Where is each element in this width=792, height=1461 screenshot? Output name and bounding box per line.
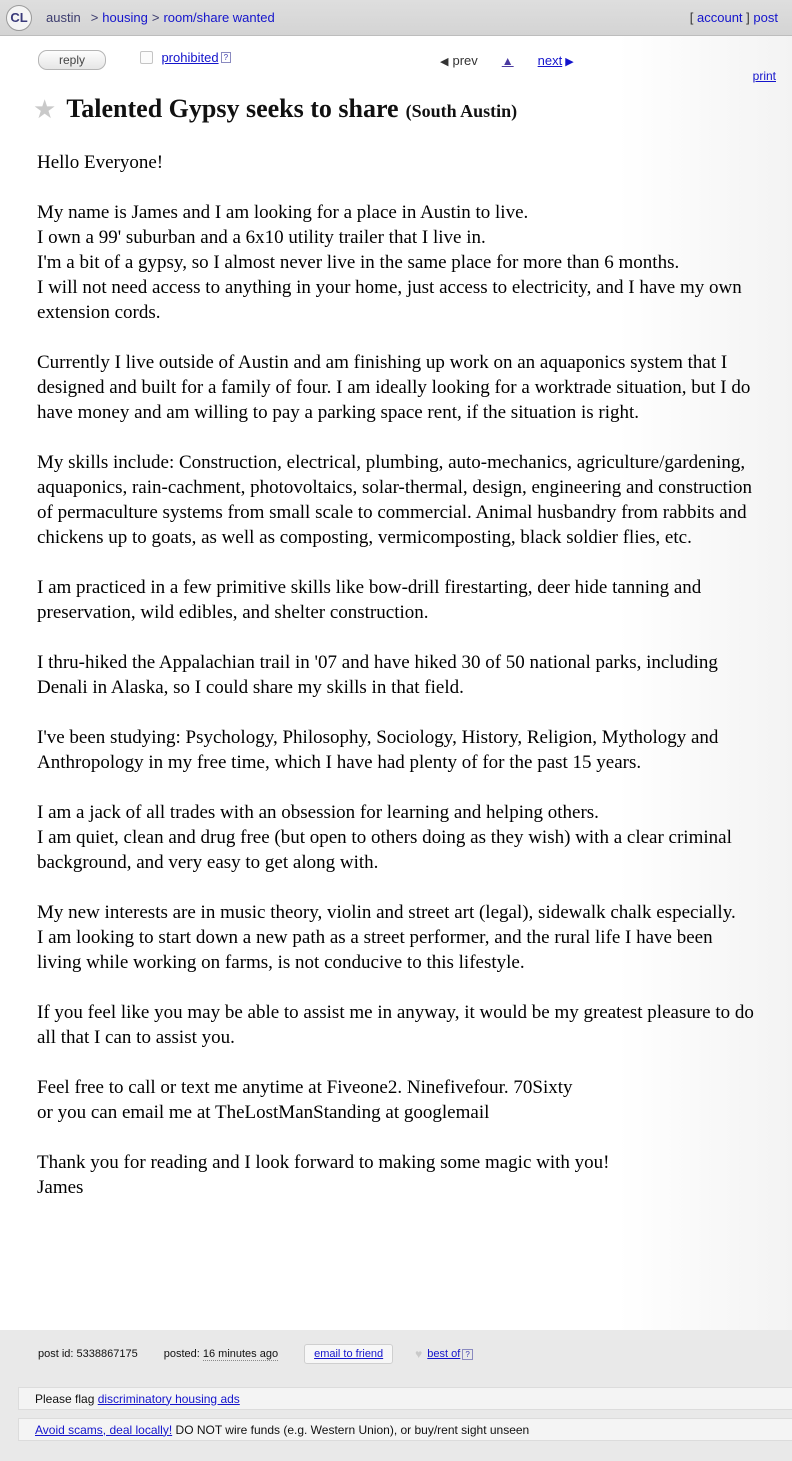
prev-button[interactable] [440, 53, 478, 68]
post-paragraph: Hello Everyone! [37, 152, 164, 173]
reply-button[interactable]: reply [38, 50, 106, 70]
email-to-friend-button[interactable] [304, 1344, 393, 1364]
post-paragraph: Currently I live outside of Austin and am finishing up work on an aquaponics system that I designed and built for a family of four. I am ideally looking for a worktrade situation, but I do have money and am willing to pay a parking space rent, if the situation is right. [37, 352, 751, 423]
prev-arrow-icon: ◀ [440, 56, 449, 68]
heart-icon: ♥ [415, 1347, 423, 1361]
prev-next-pager [440, 53, 574, 68]
best-of-help-icon[interactable]: ? [462, 1349, 472, 1360]
best-of-link[interactable]: best of [427, 1348, 461, 1360]
discriminatory-ads-notice [18, 1387, 792, 1410]
next-label: next [537, 53, 563, 68]
prohibited-help-icon[interactable]: ? [221, 52, 231, 63]
account-link[interactable]: account [697, 10, 743, 25]
post-paragraph: Thank you for reading and I look forward to making some magic with you! James [37, 1152, 610, 1198]
posting-location: (South Austin) [405, 101, 518, 121]
account-bracket-open: [ [689, 10, 694, 25]
discriminatory-housing-ads-link[interactable]: discriminatory housing ads [97, 1391, 240, 1406]
breadcrumb-subcategory[interactable]: room/share wanted [163, 10, 275, 25]
email-to-friend-link[interactable]: email to friend [314, 1348, 384, 1360]
posting-toolbar [0, 36, 792, 83]
post-link[interactable]: post [753, 10, 778, 25]
print-link[interactable]: print [752, 69, 776, 83]
prohibited-checkbox[interactable] [140, 51, 153, 64]
post-paragraph: I thru-hiked the Appalachian trail in '07 and have hiked 30 of 50 national parks, including Denali in Alaska, so I could share my skills in that field. [37, 652, 718, 698]
posting-page [0, 36, 792, 1330]
next-button[interactable] [538, 53, 574, 68]
favorite-star-icon[interactable]: ★ [33, 94, 57, 124]
avoid-scams-notice [18, 1418, 792, 1441]
breadcrumb-category[interactable]: housing [102, 10, 148, 25]
posting-body [37, 150, 755, 1200]
notice-prefix: Please flag [35, 1391, 98, 1406]
top-header-bar [0, 0, 792, 36]
breadcrumb-separator: > [90, 10, 99, 25]
post-paragraph: I've been studying: Psychology, Philosophy, Sociology, History, Religion, Mythology and Anthropology in my free time, which I have had plenty of for the past 15 years. [37, 727, 719, 773]
header-actions [690, 10, 778, 25]
post-paragraph: My new interests are in music theory, violin and street art (legal), sidewalk chalk especially. I am looking to start down a new path as a street performer, and the rural life I have been living while working on farms, is not conducive to this lifestyle. [37, 902, 736, 973]
post-paragraph: I am a jack of all trades with an obsession for learning and helping others. I am quiet, clean and drug free (but open to others doing as they wish) with a clear criminal background, and very easy to get along with. [37, 802, 732, 873]
posted-time: posted: 16 minutes ago [163, 1348, 279, 1360]
prohibited-link[interactable]: prohibited [161, 50, 219, 65]
post-id: post id: 5338867175 [38, 1348, 138, 1360]
account-bracket-close: ] [746, 10, 750, 25]
next-arrow-icon: ▶ [565, 56, 574, 68]
posting-footer [0, 1330, 792, 1461]
breadcrumb-site[interactable]: austin [46, 10, 81, 25]
post-paragraph: I am practiced in a few primitive skills like bow-drill firestarting, deer hide tanning and preservation, wild edibles, and shelter construction. [37, 577, 702, 623]
avoid-scams-link[interactable]: Avoid scams, deal locally! [35, 1422, 173, 1437]
posting-title-row [33, 94, 792, 124]
post-paragraph: My skills include: Construction, electrical, plumbing, auto-mechanics, agriculture/gardening, aquaponics, rain-cachment, photovoltaics, solar-thermal, design, engineering and construction of permaculture systems from small scale to commercial. Animal husbandry from rabbits and chickens up to goats, as well as composting, vermicomposting, black soldier flies, etc. [37, 452, 753, 548]
prohibited-group [140, 50, 231, 65]
post-paragraph: Feel free to call or text me anytime at Fiveone2. Ninefivefour. 70Sixty or you can email me at TheLostManStanding at googlemail [37, 1077, 573, 1123]
posting-meta-row [0, 1330, 792, 1364]
posting-title: Talented Gypsy seeks to share [66, 94, 399, 123]
prev-label: prev [452, 53, 478, 68]
breadcrumb-separator: > [151, 10, 160, 25]
post-paragraph: If you feel like you may be able to assist me in anyway, it would be my greatest pleasure to do all that I can to assist you. [37, 1002, 754, 1048]
scam-warning-text: DO NOT wire funds (e.g. Western Union), or buy/rent sight unseen [172, 1422, 530, 1437]
back-to-list-arrow[interactable]: ▲ [501, 53, 514, 68]
craigslist-logo[interactable]: CL [6, 5, 32, 31]
post-paragraph: My name is James and I am looking for a place in Austin to live. I own a 99' suburban and a 6x10 utility trailer that I live in. I'm a bit of a gypsy, so I almost never live in the same place for more than 6 months. I will not need access to anything in your home, just access to electricity, and I have my own extension cords. [37, 202, 742, 323]
